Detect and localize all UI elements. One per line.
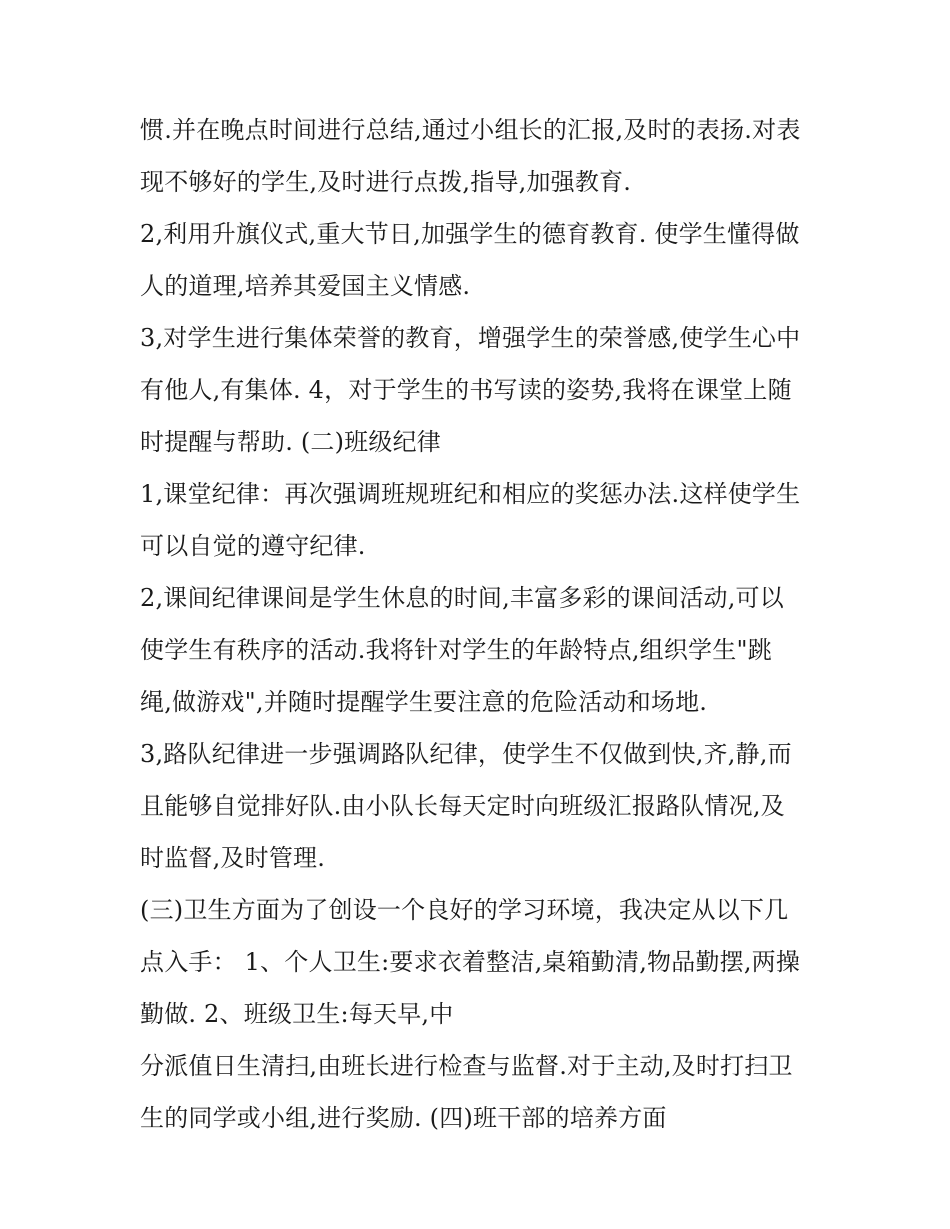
text-line: 2,利用升旗仪式,重大节日,加强学生的德育教育. 使学生懂得做 — [140, 220, 800, 248]
text-line: 生的同学或小组,进行奖励. (四)班干部的培养方面 — [140, 1104, 667, 1132]
text-line: (三)卫生方面为了创设一个良好的学习环境，我决定从以下几 — [140, 896, 789, 924]
text-line: 勤做. 2、班级卫生:每天早,中 — [140, 1000, 454, 1028]
text-line: 现不够好的学生,及时进行点拨,指导,加强教育. — [140, 168, 632, 196]
document-body — [140, 104, 820, 1144]
text-line: 可以自觉的遵守纪律. — [140, 532, 366, 560]
text-line: 3,路队纪律进一步强调路队纪律，使学生不仅做到快,齐,静,而 — [140, 740, 792, 768]
text-line: 分派值日生清扫,由班长进行检查与监督.对于主动,及时打扫卫 — [140, 1052, 793, 1080]
text-line: 1,课堂纪律：再次强调班规班纪和相应的奖惩办法.这样使学生 — [140, 480, 801, 508]
text-line: 时监督,及时管理. — [140, 844, 326, 872]
text-line: 人的道理,培养其爱国主义情感. — [140, 272, 471, 300]
text-line: 有他人,有集体. 4，对于学生的书写读的姿势,我将在课堂上随 — [140, 376, 792, 404]
text-line: 时提醒与帮助. (二)班级纪律 — [140, 428, 441, 456]
text-line: 使学生有秩序的活动.我将针对学生的年龄特点,组织学生"跳 — [140, 636, 772, 664]
text-line: 惯.并在晚点时间进行总结,通过小组长的汇报,及时的表扬.对表 — [140, 116, 801, 144]
text-line: 3,对学生进行集体荣誉的教育，增强学生的荣誉感,使学生心中 — [140, 324, 801, 352]
text-line: 且能够自觉排好队.由小队长每天定时向班级汇报路队情况,及 — [140, 792, 785, 820]
text-line: 2,课间纪律课间是学生休息的时间,丰富多彩的课间活动,可以 — [140, 584, 784, 612]
text-line: 绳,做游戏",并随时提醒学生要注意的危险活动和场地. — [140, 688, 708, 716]
text-line: 点入手： 1、个人卫生:要求衣着整洁,桌箱勤清,物品勤摆,两操 — [140, 948, 801, 976]
